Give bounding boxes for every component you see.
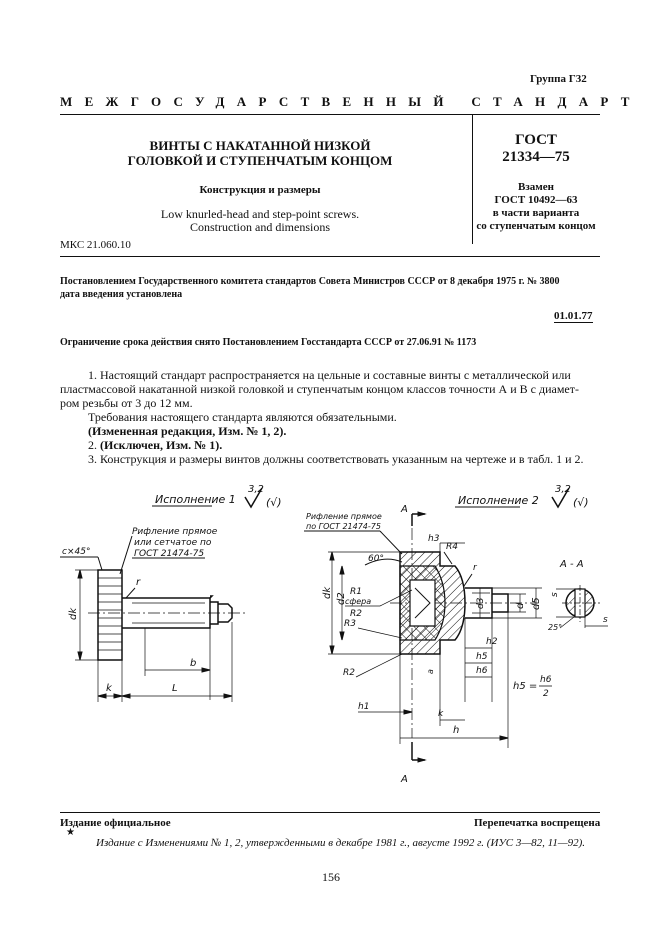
h3-label: h3 [428,534,440,544]
paragraph-3: 3. Конструкция и размеры винтов должны соответствовать указанным на чертеже и в табл. 1 и 2. [88,452,584,466]
head-height-label-2: k [438,709,444,719]
footer-rule [60,812,600,813]
roughness-value-1: 3,2 [248,484,264,495]
replaces-standard: ГОСТ 10492—63 [494,194,578,206]
execution-2-title: Исполнение 2 [458,494,539,507]
sphere-label: сфера [345,597,372,606]
thread-length-label: b [190,658,197,669]
r2-label-upper: R2 [350,609,362,619]
formula-left: h5 = [513,681,538,692]
h1-label: h1 [358,702,370,712]
r4-label: R4 [446,542,458,552]
h2-label: h2 [486,637,498,647]
replaces-part-2: со ступенчатым концом [476,220,596,232]
execution-1-title: Исполнение 1 [155,493,236,506]
star-mark: ★ [66,827,75,838]
section-s-vertical: s [550,592,560,597]
paragraph-1-line-2: пластмассовой накатанной низкой головкой и ступенчатым концом классов точности А и В с диамет- [60,382,579,396]
chamfer-label: c×45° [62,547,91,557]
title-line-2: ГОЛОВКОЙ И СТУПЕНЧАТЫМ КОНЦОМ [127,153,393,168]
head-diameter-label: dk [68,607,79,620]
title-english-2: Construction and dimensions [190,220,330,234]
group-code: Группа Г32 [530,73,587,85]
decree-line-2: дата введения установлена [60,289,183,300]
knurl-note-2-line-2: по ГОСТ 21474-75 [306,522,381,531]
roughness-paren-2: (√) [573,496,589,509]
d5-label: d5 [531,597,542,610]
screw-head-1 [98,570,122,660]
screw-length-label: L [172,683,178,694]
replaces-label: Взамен [518,181,554,193]
technical-drawing [40,470,620,810]
radius-label-2: r [473,563,477,573]
roughness-paren-1: (√) [266,496,282,509]
paragraph-2-text: (Исключен, Изм. № 1). [100,438,223,452]
section-a-a-title: А - А [560,559,584,570]
limitation-note: Ограничение срока действия снято Постановлением Госстандарта СССР от 27.06.91 № 1173 [60,337,477,348]
h5-label: h5 [476,652,488,662]
section-mark-bottom: A [401,774,408,785]
knurl-note-1-line-3: ГОСТ 21474-75 [134,549,205,559]
paragraph-2 [88,438,222,452]
title-subtitle: Конструкция и размеры [199,184,321,196]
roughness-symbol-2 [552,484,589,509]
edition-note: Издание с Изменениями № 1, 2, утвержденными в декабре 1981 г., августе 1992 г. (ИУС 3—82, 11—92). [96,837,586,849]
reprint-prohibited: Перепечатка воспрещена [474,817,601,829]
execution-2-view [304,484,589,785]
head-diameter-label-2: dk [322,586,333,599]
knurl-note-1-line-1: Рифление прямое [132,527,218,537]
header-rule [60,114,600,115]
title-line-1: ВИНТЫ С НАКАТАННОЙ НИЗКОЙ [149,138,371,153]
mks-code: МКС 21.060.10 [60,239,131,251]
replaces-part: в части варианта [492,207,580,219]
roughness-symbol-1 [245,484,282,509]
title-block-rule [60,256,600,257]
section-a-a [548,559,608,632]
a-label: a [426,669,435,674]
revision-note: (Измененная редакция, Изм. № 1, 2). [88,424,287,438]
h6-label: h6 [476,666,488,676]
standard-number: 21334—75 [502,149,570,165]
angle-25-label: 25° [548,623,563,632]
d-label: d [515,602,526,609]
r3-label: R3 [344,619,356,629]
section-mark-top: A [401,504,408,515]
roughness-value-2: 3,2 [555,484,571,495]
paragraph-2-number: 2. [88,438,97,452]
decree-line-1: Постановлением Государственного комитета стандартов Совета Министров СССР от 8 декабря 1975 г. № 3800 [60,276,560,287]
radius-label-1: r [136,577,141,588]
official-edition: Издание официальное [60,817,171,829]
knurl-note-2-line-1: Рифление прямое [306,512,382,521]
knurl-note-1-line-2: или сетчатое по [134,538,212,548]
r1-label: R1 [350,587,362,597]
total-height-label: h [453,725,460,736]
r2-label-lower: R2 [343,668,355,678]
angle-60-label: 60° [368,554,384,564]
paragraph-1-line-3: ром резьбы от 3 до 12 мм. [60,396,193,410]
effective-date: 01.01.77 [554,310,593,322]
d2-label: d2 [336,592,347,605]
head-height-label: k [106,683,112,694]
formula-denominator: 2 [543,689,549,699]
section-s-horizontal: s [603,615,608,625]
formula-numerator: h6 [540,675,552,685]
paragraph-1-line-1: 1. Настоящий стандарт распространяется на цельные и составные винты с металлической или [88,368,571,382]
page-number: 156 [322,870,340,884]
standard-name: ГОСТ [515,132,557,148]
d3-label: d3 [476,597,486,609]
banner-title: МЕЖГОСУДАРСТВЕННЫЙ СТАНДАРТ [60,94,642,109]
mandatory-note: Требования настоящего стандарта являются обязательными. [88,410,397,424]
execution-1-view [60,484,282,702]
title-english-1: Low knurled-head and step-point screws. [160,207,360,221]
